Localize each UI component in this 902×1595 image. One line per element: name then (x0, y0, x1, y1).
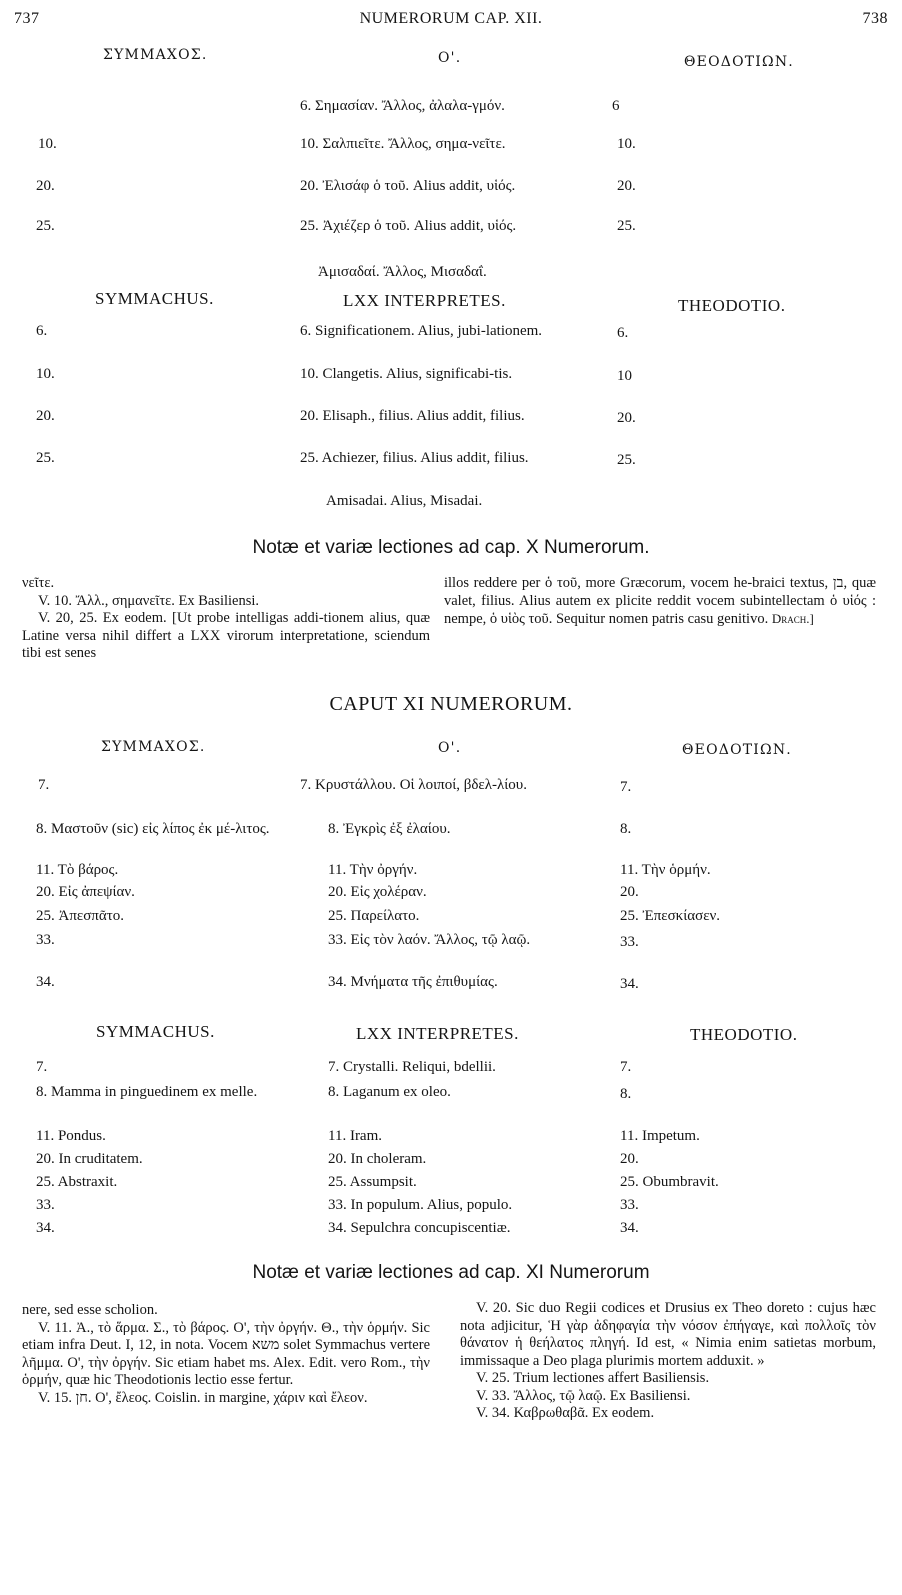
row-left: 25. (36, 218, 55, 234)
row-mid: Amisadai. Alius, Misadai. (326, 493, 483, 509)
note-line: νεῖτε. (22, 575, 55, 591)
note-line: V. 20, 25. Ex eodem. [Ut probe intelligas addi-tionem alius, quæ Latine versa nihil differt a LXX virorum interpretatione, sciendum tibi est senes (22, 610, 430, 661)
row-mid: 20. In choleram. (328, 1151, 427, 1167)
row-right: 6. (617, 325, 629, 341)
row-mid: 10. Clangetis. Alius, significabi-tis. (300, 366, 513, 382)
row-left: 20. In cruditatem. (36, 1151, 143, 1167)
row-mid: 7. Crystalli. Reliqui, bdellii. (328, 1059, 496, 1075)
note-line: V. 33. Ἄλλος, τῷ λαῷ. Ex Basiliensi. (476, 1387, 691, 1404)
row-mid: 20. Elisaph., filius. Alius addit, filius. (300, 408, 525, 424)
row-right: 11. Impetum. (620, 1128, 700, 1144)
row-right: 34. (620, 976, 639, 992)
row-left: 20. (36, 178, 55, 194)
row-right: 25. (617, 218, 636, 234)
note-line: V. 10. Ἄλλ., σημανεῖτε. Ex Basiliensi. (38, 592, 260, 609)
row-right: 8. (620, 821, 632, 837)
row-left: 33. (36, 1197, 55, 1213)
row-right: 7. (620, 1059, 632, 1075)
row-left: 34. (36, 1220, 55, 1236)
col-head-lxx-latin: LXX INTERPRETES. (343, 291, 506, 310)
row-left: 11. Pondus. (36, 1128, 106, 1144)
row-mid: 34. Μνήματα τῆς ἐπιθυμίας. (328, 974, 498, 990)
row-right: 20. (620, 1151, 639, 1167)
row-left: 8. Μαστοῦν (sic) εἰς λίπος ἐκ μέ-λιτος. (36, 821, 270, 837)
col-head-lxx-greek: Ο'. (438, 740, 462, 756)
notes-left-column (22, 1302, 430, 1407)
col-head-symmachus-greek: ΣΥΜΜΑΧΟΣ. (103, 47, 208, 63)
note-line: V. 15. חן. Ο', ἔλεος. Coislin. in margine, χάριν καὶ ἔλεον. (38, 1389, 368, 1406)
row-mid: Ἀμισαδαί. Ἄλλος, Μισαδαΐ. (318, 264, 487, 280)
row-right: 25. Ἐπεσκίασεν. (620, 908, 721, 924)
row-left: 20. Εἰς ἀπεψίαν. (36, 884, 135, 900)
row-right: 20. (617, 410, 636, 426)
chapter-title: CAPUT XI NUMERORUM. (329, 693, 573, 715)
row-right: 33. (620, 1197, 639, 1213)
row-left: 7. (36, 1059, 48, 1075)
row-mid: 7. Κρυστάλλου. Οἱ λοιποί, βδελ-λίου. (300, 777, 527, 793)
row-left: 20. (36, 408, 55, 424)
col-head-lxx-latin: LXX INTERPRETES. (356, 1024, 519, 1043)
col-head-theodotio-latin: THEODOTIO. (678, 296, 786, 315)
note-signature: Drach.] (771, 611, 814, 626)
col-head-theodotion-greek: ΘΕΟΔΟΤΙΩΝ. (684, 54, 794, 70)
row-left: 33. (36, 932, 55, 948)
row-mid: 8. Laganum ex oleo. (328, 1084, 451, 1100)
row-mid: 20. Ἐλισάφ ὁ τοῦ. Alius addit, υἱός. (300, 178, 516, 194)
row-left: 11. Τὸ βάρος. (36, 862, 119, 878)
row-left: 25. Ἀπεσπᾶτο. (36, 908, 125, 924)
col-head-theodotio-latin: THEODOTIO. (690, 1025, 798, 1044)
row-left: 10. (36, 366, 55, 382)
row-right: 20. (617, 178, 636, 194)
row-left: 6. (36, 323, 48, 339)
row-right: 11. Τὴν ὁρμήν. (620, 862, 711, 878)
row-left: 34. (36, 974, 55, 990)
row-mid: 20. Εἰς χολέραν. (328, 884, 427, 900)
row-right: 10. (617, 136, 636, 152)
note-paragraph (444, 575, 876, 629)
row-mid: 11. Iram. (328, 1128, 383, 1144)
page-number-left: 737 (14, 10, 40, 27)
row-right: 25. (617, 452, 636, 468)
row-mid: 25. Achiezer, filius. Alius addit, filius. (300, 450, 529, 466)
note-line: V. 20. Sic duo Regii codices et Drusius ex Theo doreto : cujus hæc nota adjicitur, Ἡ γὰρ ἀδηφαγία τὴν νόσον ἐπήγαγε, καὶ πολλοῖς τὸν θάνατον ἡ θεήλατος πληγή. Id est, « Nimia enim satietas morbum, immissaque a Deo plaga plurimis mortem adduxit. » (460, 1300, 876, 1369)
col-head-lxx-greek: Ο'. (438, 50, 462, 66)
row-mid: 33. In populum. Alius, populo. (328, 1197, 513, 1213)
col-head-symmachus-latin: SYMMACHUS. (96, 1022, 215, 1041)
row-mid: 6. Significationem. Alius, jubi-lationem. (300, 323, 543, 339)
row-mid: 34. Sepulchra concupiscentiæ. (328, 1220, 511, 1236)
notes-title-cap-xi: Notæ et variæ lectiones ad cap. XI Numerorum (252, 1262, 650, 1283)
row-left: 8. Mamma in pinguedinem ex melle. (36, 1084, 258, 1100)
notes-right-column (460, 1300, 876, 1423)
row-right: 33. (620, 934, 639, 950)
row-mid: 25. Ἀχιέζερ ὁ τοῦ. Alius addit, υἱός. (300, 218, 517, 234)
note-line: V. 11. Ἀ., τὸ ἅρμα. Σ., τὸ βάρος. Ο', τὴν ὀργήν. Θ., τὴν ὁρμήν. Sic etiam infra Deut. I, 12, in nota. Vocem משא solet Symmachus vertere λῆμμα. Ο', τὴν ὀργήν. Sic etiam habet ms. Alex. Edit. vero Rom., τὴν ὁρμήν, quæ hic Theodotionis lectio esse fertur. (22, 1319, 431, 1388)
note-line: nere, sed esse scholion. (22, 1302, 158, 1318)
note-line: V. 34. Καβρωθαβᾶ. Ex eodem. (476, 1405, 655, 1421)
row-mid: 33. Εἰς τὸν λαόν. Ἄλλος, τῷ λαῷ. (328, 932, 531, 948)
note-line: V. 25. Trium lectiones affert Basiliensis. (476, 1370, 710, 1386)
row-left: 7. (38, 777, 50, 793)
row-left: 10. (38, 136, 57, 152)
row-right: 20. (620, 884, 639, 900)
row-right: 6 (612, 98, 620, 114)
row-right: 10 (617, 368, 632, 384)
note-text: illos reddere per ὁ τοῦ, more Græcorum, vocem he-braici textus, בן, quæ valet, filius. Alius autem ex plicite reddit vocem subintellectam ὁ υἱός : nempe, ὁ υἱὸς τοῦ. Sequitur nomen patris casu genitivo. (444, 575, 876, 627)
row-right: 7. (620, 779, 632, 795)
notes-left-column (22, 575, 430, 663)
col-head-theodotion-greek: ΘΕΟΔΟΤΙΩΝ. (682, 742, 792, 758)
notes-right-column (444, 575, 876, 629)
row-mid: 8. Ἐγκρὶς ἐξ ἐλαίου. (328, 821, 451, 837)
row-right: 25. Obumbravit. (620, 1174, 719, 1190)
row-right: 8. (620, 1086, 632, 1102)
row-left: 25. Abstraxit. (36, 1174, 118, 1190)
row-mid: 6. Σημασίαν. Ἄλλος, ἀλαλα-γμόν. (300, 98, 505, 114)
col-head-symmachus-greek: ΣΥΜΜΑΧΟΣ. (101, 739, 206, 755)
row-left: 25. (36, 450, 55, 466)
running-title: NUMERORUM CAP. XII. (359, 10, 543, 27)
notes-title-cap-x: Notæ et variæ lectiones ad cap. X Numerorum. (252, 537, 650, 558)
row-mid: 11. Τὴν ὀργήν. (328, 862, 418, 878)
row-mid: 10. Σαλπιεῖτε. Ἄλλος, σημα-νεῖτε. (300, 136, 506, 152)
row-mid: 25. Assumpsit. (328, 1174, 417, 1190)
row-right: 34. (620, 1220, 639, 1236)
page-number-right: 738 (862, 10, 888, 27)
col-head-symmachus-latin: SYMMACHUS. (95, 289, 214, 308)
row-mid: 25. Παρείλατο. (328, 908, 420, 924)
